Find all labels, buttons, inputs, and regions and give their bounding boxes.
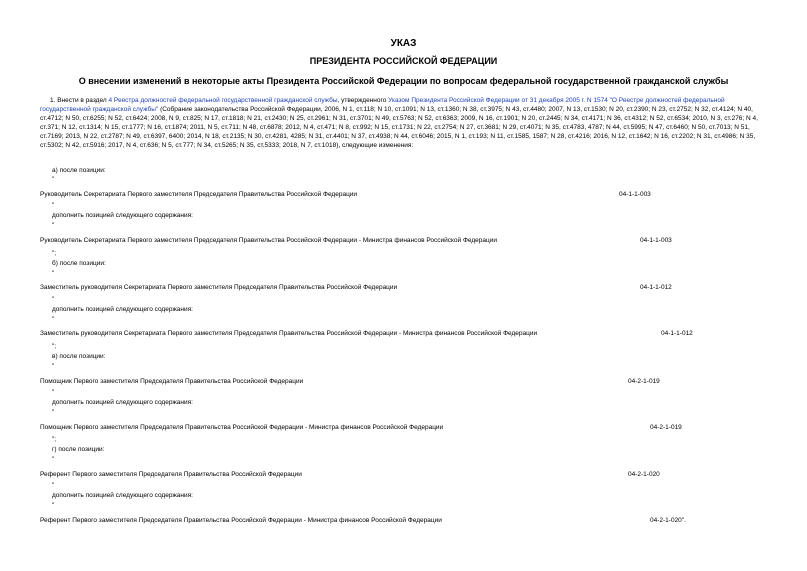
position-code-7: 04-2-1-020 <box>628 471 660 478</box>
clause-v-label: в) после позиции: <box>52 353 106 360</box>
position-row-8: Референт Первого заместителя Председателя Правительства Российской Федерации - Министра финансов Российской Федерации <box>40 517 442 524</box>
add-position-label-2: дополнить позицией следующего содержания: <box>52 306 193 313</box>
doc-heading: О внесении изменений в некоторые акты Президента Российской Федерации по вопросам федеральной государственной гражданской службы <box>78 76 729 86</box>
quote-mark: "; <box>52 250 57 257</box>
add-position-label-4: дополнить позицией следующего содержания: <box>52 492 193 499</box>
doc-issuer: ПРЕЗИДЕНТА РОССИЙСКОЙ ФЕДЕРАЦИИ <box>309 56 498 66</box>
position-code-8-value: 04-2-1-020 <box>650 517 682 524</box>
quote-mark: " <box>52 176 55 183</box>
position-row-1: Руководитель Секретариата Первого заместителя Председателя Правительства Российской Федерации <box>40 191 358 198</box>
position-row-6: Помощник Первого заместителя Председателя Правительства Российской Федерации - Министра финансов Российской Федерации <box>40 424 444 431</box>
intro-text-2: , утвержденного <box>337 97 389 104</box>
registry-section-link[interactable]: 4 Реестра должностей федеральной государственной гражданской службы <box>108 97 338 104</box>
quote-mark: " <box>52 502 55 509</box>
decree-link[interactable]: Указом Президента Российской Федерации от 31 декабря 2005 г. N 1574 "О Реестре должностей федеральной государственной гражданской службы" <box>40 97 725 113</box>
quote-mark: " <box>52 482 55 489</box>
quote-mark: "; <box>52 343 57 350</box>
add-position-label-3: дополнить позицией следующего содержания: <box>52 399 193 406</box>
clause-b-label: б) после позиции: <box>52 260 106 267</box>
intro-text-3: (Собрание законодательства Российской Федерации, 2006, N 1, ст.118; N 10, ст.1091; N 13, ст.1360; N 38, ст.3975; N 43, ст.4480; 2007, N 13, ст.1530; N 20, ст.2390; N 23, ст.2752; N 32, ст.4124; N 40, ст.4712; N 50, ст.6255; N 52, ст.6424; 2008, N 9, ст.825; N 17, ст.1818; N 21, ст.2430; N 25, ст.2961; N 31, ст.3701; N 49, ст.5763; N 52, ст.6363; 2009, N 16, ст.1901; N 20, ст.2445; N 34, ст.4171; N 36, ст.4312; N 52, ст.6534; 2010, N 3, ст.276; N 4, ст.371; N 12, ст.1314; N 15, ст.1777; N 16, ст.1874; 2011, N 5, ст.711; N 48, ст.6878; 2012, N 4, ст.471; N 8, ст.992; N 15, ст.1731; N 22, ст.2754; N 27, ст.3681; N 29, ст.4071; N 35, ст.4783, 4787; N 44, ст.5995; N 47, ст.6460; N 50, ст.7013; N 51, ст.7169; 2013, N 22, ст.2787; N 49, ст.6397, 6400; 2014, N 18, ст.2135; N 30, ст.4281, 4285; N 31, ст.4401; N 37, ст.4938; N 44, ст.6046; 2015, N 1, ст.193; N 11, ст.1585, 1587; N 28, ст.4216; 2016, N 12, ст.1642; N 16, ст.2202; N 31, ст.4986; N 35, ст.5302; N 42, ст.5916; 2017, N 4, ст.636; N 5, ст.777; N 34, ст.5265; N 35, ст.5333; 2018, N 7, ст.1018), следующие изменения: <box>40 106 758 149</box>
quote-mark: " <box>52 296 55 303</box>
intro-paragraph <box>40 96 775 150</box>
position-code-3: 04-1-1-012 <box>640 284 672 291</box>
add-position-label-1: дополнить позицией следующего содержания: <box>52 212 193 219</box>
quote-mark: " <box>52 409 55 416</box>
position-row-5: Помощник Первого заместителя Председателя Правительства Российской Федерации <box>40 378 304 385</box>
position-code-2: 04-1-1-003 <box>640 237 672 244</box>
clause-g-label: г) после позиции: <box>52 446 105 453</box>
quote-mark: " <box>52 363 55 370</box>
quote-mark: " <box>52 222 55 229</box>
clause-a-label: а) после позиции: <box>52 167 106 174</box>
intro-text-1: 1. Внести в раздел <box>50 97 109 104</box>
position-code-5: 04-2-1-019 <box>628 378 660 385</box>
closing-quote: ". <box>681 517 686 524</box>
quote-mark: "; <box>52 436 57 443</box>
quote-mark: " <box>52 270 55 277</box>
position-code-1: 04-1-1-003 <box>619 191 651 198</box>
quote-mark: " <box>52 456 55 463</box>
position-code-4: 04-1-1-012 <box>661 330 693 337</box>
position-row-4: Заместитель руководителя Секретариата Первого заместителя Председателя Правительства Российской Федерации - Министра финансов Российской Федерации <box>40 330 538 337</box>
position-row-3: Заместитель руководителя Секретариата Первого заместителя Председателя Правительства Российской Федерации <box>40 284 398 291</box>
quote-mark: " <box>52 316 55 323</box>
position-code-6: 04-2-1-019 <box>650 424 682 431</box>
position-code-8 <box>650 517 686 525</box>
quote-mark: " <box>52 202 55 209</box>
doc-title: УКАЗ <box>390 38 417 49</box>
quote-mark: " <box>52 389 55 396</box>
position-row-7: Референт Первого заместителя Председателя Правительства Российской Федерации <box>40 471 302 478</box>
position-row-2: Руководитель Секретариата Первого заместителя Председателя Правительства Российской Федерации - Министра финансов Российской Федерации <box>40 237 498 244</box>
